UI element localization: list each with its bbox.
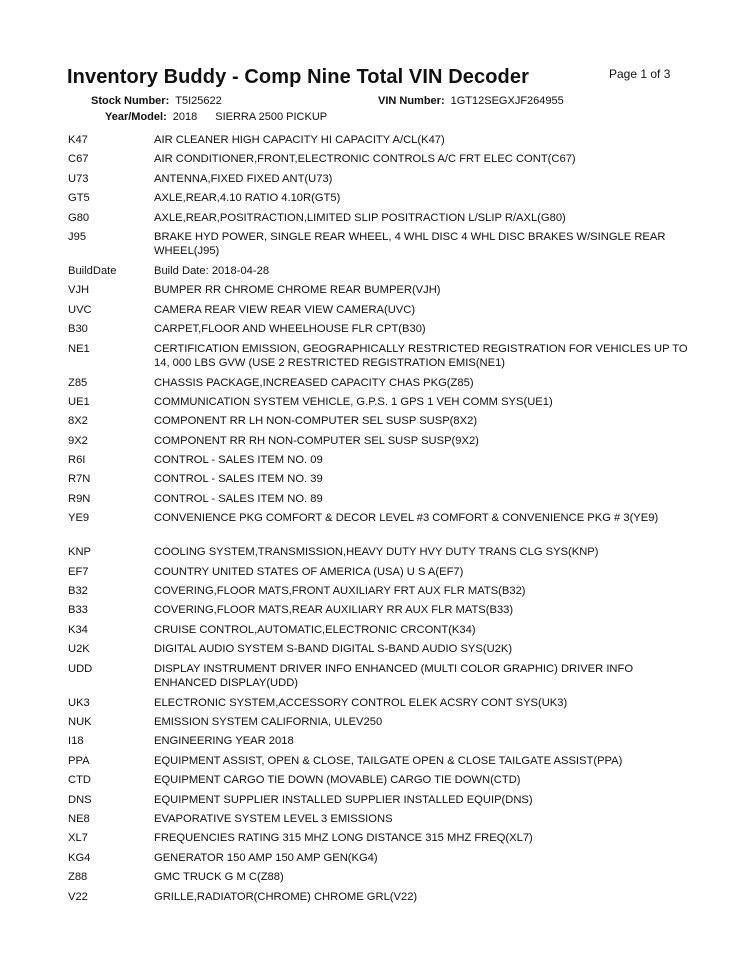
option-row: [68, 191, 688, 210]
vin-number-label: VIN Number:: [378, 95, 445, 107]
option-code: 9X2: [68, 434, 88, 447]
option-row: [68, 322, 688, 341]
option-description: EMISSION SYSTEM CALIFORNIA, ULEV250: [154, 715, 383, 728]
option-code: Z88: [68, 871, 88, 884]
option-code: XL7: [68, 832, 88, 845]
option-row: [68, 342, 688, 376]
option-description: BUMPER RR CHROME CHROME REAR BUMPER(VJH): [154, 284, 441, 297]
option-description: COMMUNICATION SYSTEM VEHICLE, G.P.S. 1 GPS 1 VEH COMM SYS(UE1): [154, 395, 553, 408]
option-description: DIGITAL AUDIO SYSTEM S-BAND DIGITAL S-BAND AUDIO SYS(U2K): [154, 643, 513, 656]
option-row: [68, 890, 688, 909]
option-code: U73: [68, 172, 89, 185]
vin-number: [378, 95, 564, 107]
option-description: BRAKE HYD POWER, SINGLE REAR WHEEL, 4 WHL DISC 4 WHL DISC BRAKES W/SINGLE REAR WHEEL(J95): [154, 230, 666, 257]
option-row: [68, 453, 688, 472]
option-description: COMPONENT RR RH NON-COMPUTER SEL SUSP SUSP(9X2): [154, 434, 479, 447]
option-code: NE1: [68, 342, 90, 355]
stock-number: [91, 95, 222, 107]
option-row: [68, 414, 688, 433]
option-code: R6I: [68, 454, 86, 467]
option-row: [68, 870, 688, 889]
option-description: ENGINEERING YEAR 2018: [154, 735, 294, 748]
option-code: U2K: [68, 643, 90, 656]
option-code: CTD: [68, 774, 91, 787]
option-description: COVERING,FLOOR MATS,REAR AUXILIARY RR AUX FLR MATS(B33): [154, 604, 514, 617]
option-code: YE9: [68, 512, 90, 525]
option-row: [68, 623, 688, 642]
option-description: AIR CONDITIONER,FRONT,ELECTRONIC CONTROLS A/C FRT ELEC CONT(C67): [154, 153, 576, 166]
model-value: SIERRA 2500 PICKUP: [215, 111, 328, 123]
option-row: [68, 376, 688, 395]
option-row: [68, 511, 688, 545]
option-description: GRILLE,RADIATOR(CHROME) CHROME GRL(V22): [154, 890, 418, 903]
option-row: [68, 584, 688, 603]
option-code: EF7: [68, 565, 89, 578]
option-description: CRUISE CONTROL,AUTOMATIC,ELECTRONIC CRCONT(K34): [154, 623, 476, 636]
option-code: UDD: [68, 662, 93, 675]
year-model: [105, 111, 327, 123]
option-code: NE8: [68, 812, 90, 825]
option-code: K34: [68, 623, 88, 636]
option-row: [68, 472, 688, 491]
option-description: EQUIPMENT CARGO TIE DOWN (MOVABLE) CARGO TIE DOWN(CTD): [154, 774, 521, 787]
option-description: ELECTRONIC SYSTEM,ACCESSORY CONTROL ELEK ACSRY CONT SYS(UK3): [154, 696, 568, 709]
stock-number-value: T5I25622: [175, 95, 222, 107]
option-description: COMPONENT RR LH NON-COMPUTER SEL SUSP SUSP(8X2): [154, 415, 478, 428]
option-code: G80: [68, 211, 90, 224]
option-code: Z85: [68, 376, 88, 389]
option-code: KG4: [68, 851, 91, 864]
option-description: CARPET,FLOOR AND WHEELHOUSE FLR CPT(B30): [154, 323, 426, 336]
page-title: Inventory Buddy - Comp Nine Total VIN Decoder: [67, 66, 529, 88]
option-code: VJH: [68, 284, 90, 297]
option-row: [68, 812, 688, 831]
option-description: AXLE,REAR,POSITRACTION,LIMITED SLIP POSITRACTION L/SLIP R/AXL(G80): [154, 211, 566, 224]
option-code: UK3: [68, 696, 90, 709]
option-row: [68, 603, 688, 622]
option-row: [68, 754, 688, 773]
option-description: AXLE,REAR,4.10 RATIO 4.10R(GT5): [154, 192, 341, 205]
option-description: EQUIPMENT SUPPLIER INSTALLED SUPPLIER INSTALLED EQUIP(DNS): [154, 793, 533, 806]
option-row: [68, 565, 688, 584]
option-code: PPA: [68, 754, 90, 767]
option-description: ANTENNA,FIXED FIXED ANT(U73): [154, 172, 333, 185]
year-model-label: Year/Model:: [105, 111, 167, 123]
option-description: CHASSIS PACKAGE,INCREASED CAPACITY CHAS PKG(Z85): [154, 376, 474, 389]
option-description: CAMERA REAR VIEW REAR VIEW CAMERA(UVC): [154, 303, 416, 316]
option-row: [68, 696, 688, 715]
option-description: COUNTRY UNITED STATES OF AMERICA (USA) U S A(EF7): [154, 565, 464, 578]
option-code: KNP: [68, 546, 92, 559]
page-number: Page 1 of 3: [609, 67, 671, 81]
option-description: FREQUENCIES RATING 315 MHZ LONG DISTANCE 315 MHZ FREQ(XL7): [154, 832, 533, 845]
option-description: CERTIFICATION EMISSION, GEOGRAPHICALLY RESTRICTED REGISTRATION FOR VEHICLES UP TO 14, 000 LBS GVW (USE 2 RESTRICTED REGISTRATION EMIS(NE1): [154, 342, 688, 369]
option-code: B32: [68, 585, 88, 598]
option-code: 8X2: [68, 415, 88, 428]
option-row: [68, 734, 688, 753]
option-code: J95: [68, 230, 87, 243]
option-code: I18: [68, 735, 84, 748]
option-code: R7N: [68, 473, 91, 486]
option-description: CONTROL - SALES ITEM NO. 09: [154, 454, 323, 467]
option-code: UVC: [68, 303, 92, 316]
option-description: COVERING,FLOOR MATS,FRONT AUXILIARY FRT AUX FLR MATS(B32): [154, 585, 526, 598]
stock-number-label: Stock Number:: [91, 95, 170, 107]
option-row: [68, 773, 688, 792]
option-description: AIR CLEANER HIGH CAPACITY HI CAPACITY A/CL(K47): [154, 134, 445, 146]
option-code: V22: [68, 890, 88, 903]
option-description: CONTROL - SALES ITEM NO. 89: [154, 492, 323, 505]
option-row: [68, 283, 688, 302]
option-row: [68, 831, 688, 850]
option-code: K47: [68, 134, 88, 146]
option-code: C67: [68, 153, 89, 166]
option-row: [68, 492, 688, 511]
option-code: B33: [68, 604, 88, 617]
option-description: CONVENIENCE PKG COMFORT & DECOR LEVEL #3 COMFORT & CONVENIENCE PKG # 3(YE9): [154, 512, 659, 525]
option-row: [68, 211, 688, 230]
option-code: NUK: [68, 715, 92, 728]
option-row: [68, 303, 688, 322]
option-row: [68, 152, 688, 171]
option-row: [68, 715, 688, 734]
option-code: UE1: [68, 395, 90, 408]
year-value: 2018: [172, 111, 198, 123]
option-row: [68, 545, 688, 564]
option-row: [68, 662, 688, 696]
option-description: GENERATOR 150 AMP 150 AMP GEN(KG4): [154, 851, 378, 864]
option-code: B30: [68, 323, 88, 336]
option-code: DNS: [68, 793, 92, 806]
option-description: CONTROL - SALES ITEM NO. 39: [154, 473, 323, 486]
option-code-list: [68, 133, 688, 909]
option-description: GMC TRUCK G M C(Z88): [154, 871, 284, 884]
option-row: [68, 172, 688, 191]
option-description: Build Date: 2018-04-28: [154, 264, 270, 277]
option-row: [68, 434, 688, 453]
option-description: EVAPORATIVE SYSTEM LEVEL 3 EMISSIONS: [154, 812, 393, 825]
option-code: GT5: [68, 192, 90, 205]
option-code: BuildDate: [68, 264, 117, 277]
option-row: [68, 851, 688, 870]
option-description: DISPLAY INSTRUMENT DRIVER INFO ENHANCED (MULTI COLOR GRAPHIC) DRIVER INFO ENHANCED DISPLAY(UDD): [154, 662, 634, 689]
option-code: R9N: [68, 492, 91, 505]
option-description: EQUIPMENT ASSIST, OPEN & CLOSE, TAILGATE OPEN & CLOSE TAILGATE ASSIST(PPA): [154, 754, 623, 767]
option-row: [68, 264, 688, 283]
vin-number-value: 1GT12SEGXJF264955: [450, 95, 564, 107]
option-row: [68, 230, 688, 264]
option-row: [68, 133, 688, 152]
option-row: [68, 395, 688, 414]
option-row: [68, 793, 688, 812]
option-row: [68, 642, 688, 661]
option-description: COOLING SYSTEM,TRANSMISSION,HEAVY DUTY HVY DUTY TRANS CLG SYS(KNP): [154, 546, 599, 559]
